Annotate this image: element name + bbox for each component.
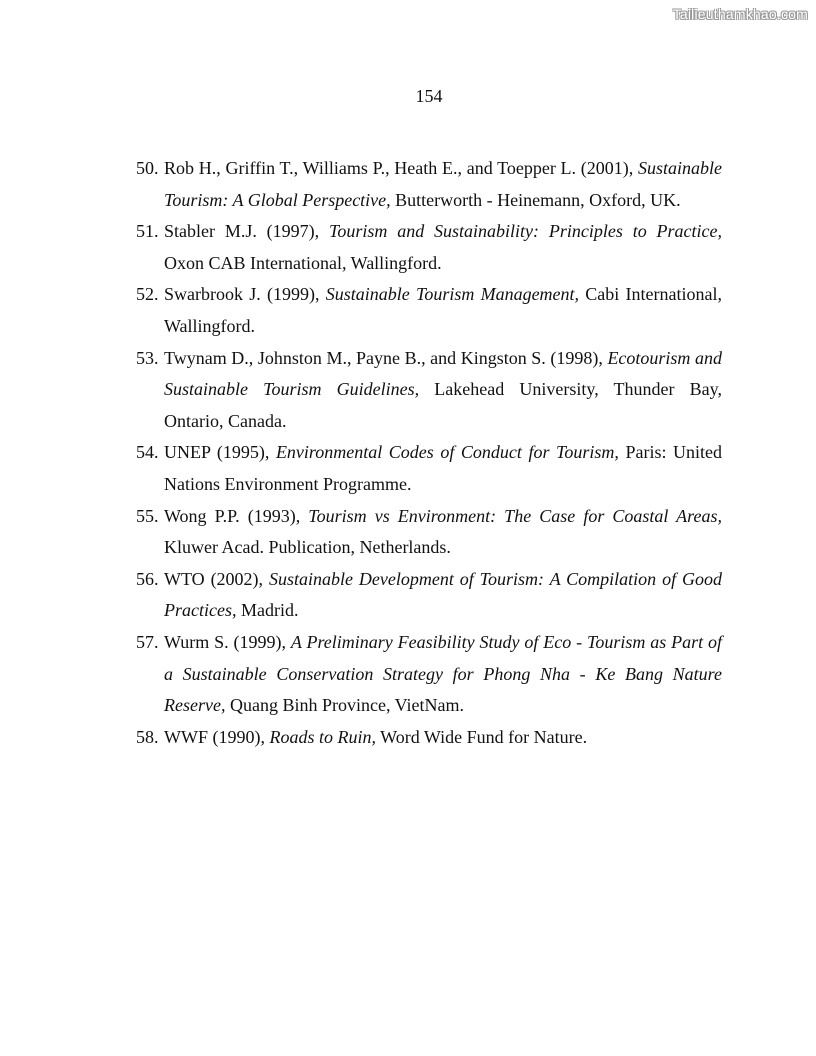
- reference-list: [136, 153, 722, 753]
- reference-text: [164, 564, 722, 627]
- reference-item: [136, 501, 722, 564]
- reference-title: A Preliminary Feasibility Study of Eco - Tourism as Part of a Sustainable Conservation Strategy for Phong Nha - Ke Bang Nature Reserve,: [164, 631, 722, 716]
- watermark-text: Tailieuthamkhao.com: [672, 6, 808, 22]
- page-number: 154: [415, 86, 443, 106]
- reference-title: Sustainable Tourism: A Global Perspective,: [164, 158, 722, 210]
- reference-publisher: Oxon CAB International, Wallingford.: [164, 252, 442, 273]
- reference-authors: Wong P.P. (1993),: [164, 505, 309, 526]
- reference-authors: Wurm S. (1999),: [164, 631, 291, 652]
- reference-publisher: Cabi International, Wallingford.: [164, 284, 722, 336]
- reference-item: [136, 216, 722, 279]
- reference-text: [164, 216, 722, 279]
- reference-item: [136, 153, 722, 216]
- reference-item: [136, 279, 722, 342]
- reference-number: 52.: [136, 284, 159, 305]
- reference-item: [136, 343, 722, 438]
- reference-item: [136, 627, 722, 722]
- reference-number: 57.: [136, 631, 159, 652]
- reference-title: Sustainable Development of Tourism: A Compilation of Good Practices,: [164, 568, 722, 621]
- reference-title: Roads to Ruin,: [269, 726, 376, 747]
- reference-text: [164, 343, 722, 438]
- reference-authors: UNEP (1995),: [164, 442, 276, 463]
- reference-title: Tourism vs Environment: The Case for Coastal Areas,: [308, 505, 722, 526]
- reference-title: Sustainable Tourism Management,: [325, 284, 580, 305]
- reference-text: [164, 153, 722, 216]
- reference-text: [164, 627, 722, 722]
- reference-publisher: Madrid.: [236, 600, 299, 621]
- reference-publisher: Lakehead University, Thunder Bay, Ontario, Canada.: [164, 379, 722, 431]
- reference-item: [136, 564, 722, 627]
- reference-number: 50.: [136, 158, 159, 178]
- reference-publisher: Quang Binh Province, VietNam.: [225, 695, 465, 716]
- reference-publisher: Butterworth - Heinemann, Oxford, UK.: [390, 189, 681, 210]
- reference-title: Environmental Codes of Conduct for Tourism,: [275, 442, 619, 463]
- reference-item: [136, 437, 722, 500]
- reference-number: 56.: [136, 568, 159, 589]
- reference-publisher: Paris: United Nations Environment Programme.: [164, 442, 722, 494]
- reference-text: [164, 437, 722, 500]
- reference-authors: Twynam D., Johnston M., Payne B., and Kingston S. (1998),: [164, 347, 608, 368]
- reference-number: 54.: [136, 442, 159, 463]
- reference-text: [164, 501, 722, 564]
- reference-title: Ecotourism and Sustainable Tourism Guidelines,: [164, 347, 723, 400]
- reference-text: [164, 279, 722, 342]
- reference-number: 51.: [136, 221, 159, 242]
- reference-publisher: Kluwer Acad. Publication, Netherlands.: [164, 537, 451, 558]
- reference-authors: WWF (1990),: [164, 726, 270, 747]
- reference-authors: Stabler M.J. (1997),: [164, 221, 329, 242]
- reference-number: 53.: [136, 347, 159, 368]
- reference-authors: Rob H., Griffin T., Williams P., Heath E., and Toepper L. (2001),: [164, 158, 638, 178]
- reference-number: 55.: [136, 505, 159, 526]
- reference-number: 58.: [136, 726, 159, 747]
- reference-title: Tourism and Sustainability: Principles to Practice,: [329, 221, 722, 242]
- reference-authors: WTO (2002),: [164, 568, 269, 589]
- reference-publisher: Word Wide Fund for Nature.: [375, 726, 588, 747]
- reference-authors: Swarbrook J. (1999),: [164, 284, 326, 305]
- reference-text: [164, 722, 722, 754]
- reference-item: [136, 722, 722, 754]
